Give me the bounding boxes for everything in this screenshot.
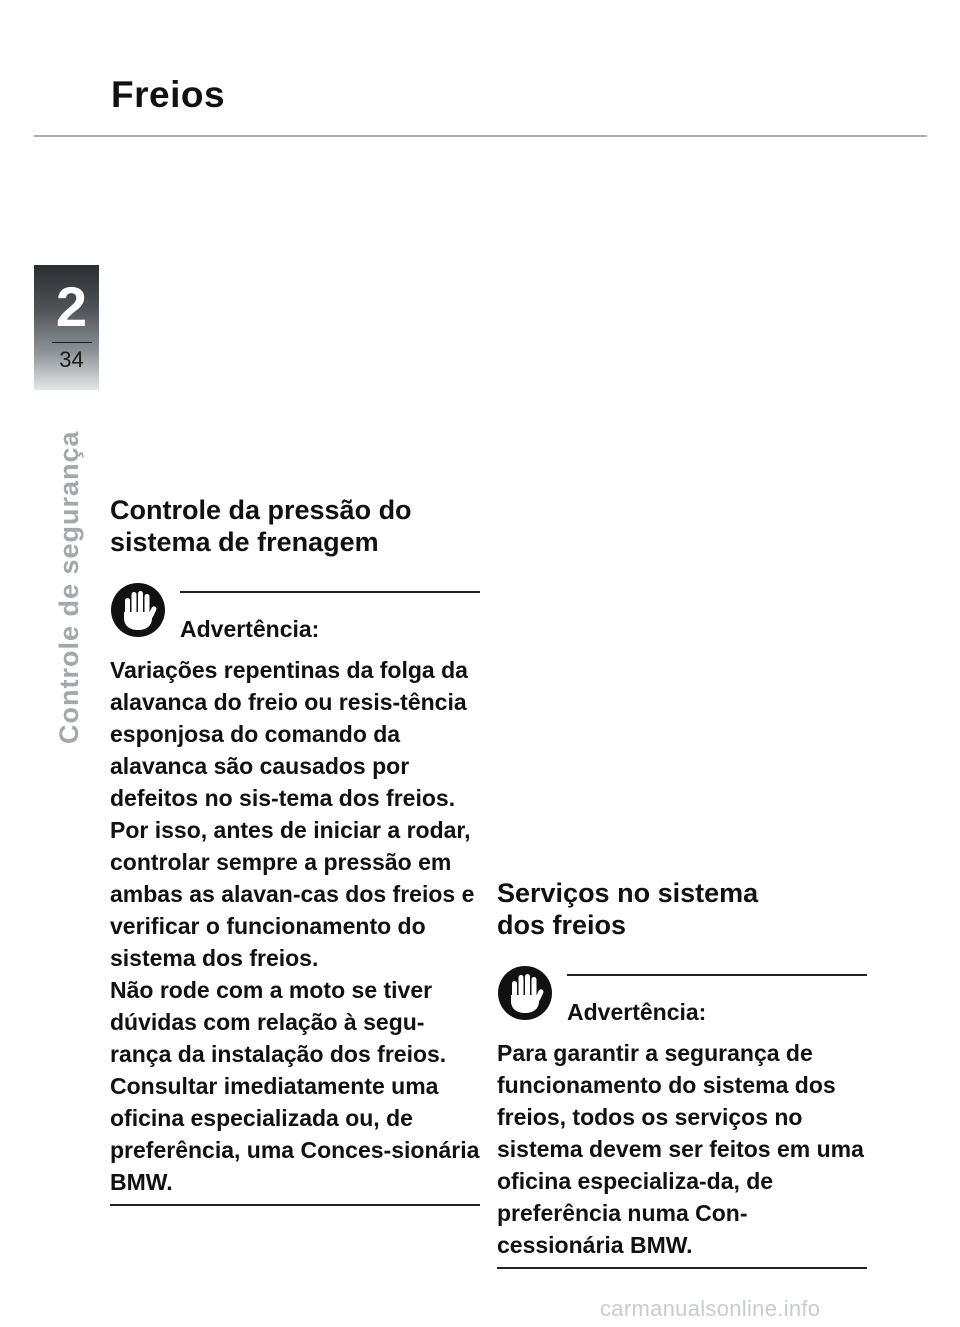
chapter-divider [52, 342, 92, 343]
warning-label: Advertência: [180, 616, 320, 642]
warning-paragraph: Para garantir a segurança de funcionamento do sistema dos freios, todos os serviços no sistema devem ser feitos em uma oficina especializa-da, de preferência numa Con-cessionária BMW. [497, 1040, 864, 1258]
warning-body [110, 654, 480, 1198]
warning-header [497, 965, 867, 1037]
section-heading: Controle da pressão do sistema de frenagem [110, 495, 412, 557]
stop-hand-icon [110, 582, 166, 638]
warning-paragraph: Não rode com a moto se tiver dúvidas com relação à segu-rança da instalação dos freios. Consultar imediatamente uma oficina especializada ou, de preferência, uma Conces-sionária BMW. [110, 977, 480, 1195]
chapter-side-label: Controle de segurança [54, 430, 84, 744]
chapter-number: 2 [55, 275, 88, 338]
warning-paragraph: Por isso, antes de iniciar a rodar, controlar sempre a pressão em ambas as alavan-cas dos freios e verificar o funcionamento do sistema dos freios. [110, 817, 475, 971]
title-rule [34, 135, 927, 137]
section-heading: Serviços no sistema dos freios [497, 878, 759, 940]
warning-rule [180, 591, 480, 593]
warning-body [497, 1037, 867, 1261]
section-end-rule [110, 1204, 480, 1206]
chapter-tab [34, 265, 99, 390]
warning-header [110, 582, 480, 654]
page-number: 34 [59, 347, 84, 372]
page-title: Freios [111, 74, 226, 115]
section-brake-service [497, 877, 867, 1269]
section-end-rule [497, 1267, 867, 1269]
watermark: carmanualsonline.info [600, 1296, 821, 1321]
warning-paragraph: Variações repentinas da folga da alavanca do freio ou resis-tência esponjosa do comando da alavanca são causados por defeitos no sis-tema dos freios. [110, 657, 468, 811]
stop-hand-icon [497, 965, 553, 1021]
section-brake-pressure [110, 494, 480, 1206]
warning-label: Advertência: [567, 999, 707, 1025]
warning-rule [567, 974, 867, 976]
